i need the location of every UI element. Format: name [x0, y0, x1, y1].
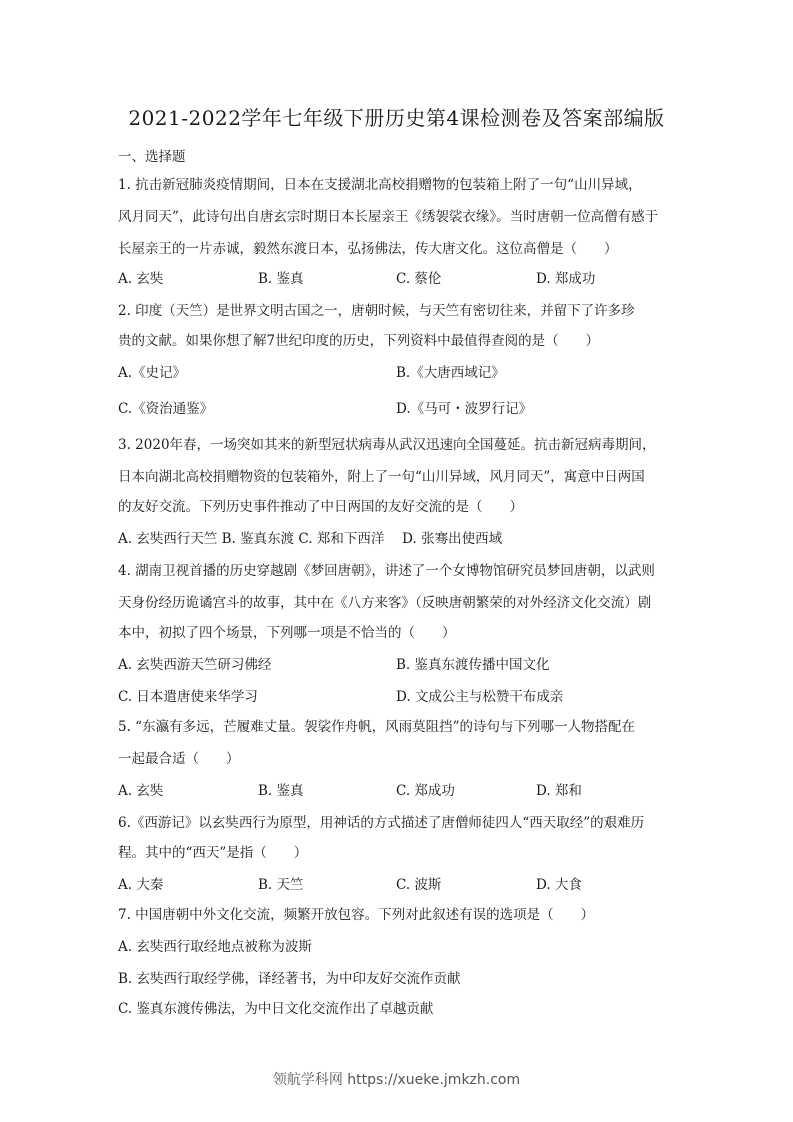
question-1-option-b: B. 鉴真 [258, 271, 304, 287]
question-5-option-a: A. 玄奘 [118, 783, 164, 799]
question-5-option-c: C. 郑成功 [396, 783, 455, 799]
question-6-option-c: C. 波斯 [396, 877, 442, 893]
question-6-line-2: 程。其中的“西天”是指（ ） [118, 845, 308, 861]
question-6-option-d: D. 大食 [536, 877, 582, 893]
question-5-option-b: B. 鉴真 [258, 783, 304, 799]
question-4-line-1: 4. 湖南卫视首播的历史穿越剧《梦回唐朝》，讲述了一个女博物馆研究员梦回唐朝，以武则 [118, 563, 655, 579]
question-5-line-2: 一起最合适（ ） [118, 751, 240, 767]
question-6-option-b: B. 天竺 [258, 877, 304, 893]
question-3-options: A. 玄奘西行天竺 B. 鉴真东渡 C. 郑和下西洋 D. 张骞出使西域 [118, 531, 503, 547]
question-5-line-1: 5. “东瀛有多远，芒履难丈量。袈裟作舟帆，风雨莫阻挡”的诗句与下列哪一人物搭配在 [118, 719, 635, 735]
question-4-option-c: C. 日本遣唐使来华学习 [118, 689, 258, 705]
question-7-line-1: 7. 中国唐朝中外文化交流，频繁开放包容。下列对此叙述有误的选项是（ ） [118, 907, 595, 923]
question-2-option-c: C.《资治通鉴》 [118, 401, 214, 417]
question-4-option-d: D. 文成公主与松赞干布成亲 [396, 689, 564, 705]
question-7-option-b: B. 玄奘西行取经学佛，译经著书，为中印友好交流作贡献 [118, 971, 461, 987]
question-7-option-c: C. 鉴真东渡传佛法，为中日文化交流作出了卓越贡献 [118, 1001, 434, 1017]
question-3-line-3: 的友好交流。下列历史事件推动了中日两国的友好交流的是（ ） [118, 499, 523, 515]
question-2-option-b: B.《大唐西域记》 [396, 365, 505, 381]
question-6-option-a: A. 大秦 [118, 877, 164, 893]
question-1-line-1: 1. 抗击新冠肺炎疫情期间，日本在支援湖北高校捐赠物的包装箱上附了一句“山川异域， [118, 177, 642, 193]
question-1-line-2: 风月同天”，此诗句出自唐玄宗时期日本长屋亲王《绣袈裟衣缘》。当时唐朝一位高僧有感于 [118, 209, 659, 225]
question-1-option-a: A. 玄奘 [118, 271, 164, 287]
question-1-option-d: D. 郑成功 [536, 271, 596, 287]
question-2-line-2: 贵的文献。如果你想了解7世纪印度的历史，下列资料中最值得查阅的是（ ） [118, 333, 600, 349]
question-5-option-d: D. 郑和 [536, 783, 582, 799]
section-heading: 一、选择题 [118, 149, 186, 165]
question-1-option-c: C. 蔡伦 [396, 271, 442, 287]
question-2-line-1: 2. 印度（天竺）是世界文明古国之一，唐朝时候，与天竺有密切往来，并留下了许多珍 [118, 303, 635, 319]
question-1-line-3: 长屋亲王的一片赤诚，毅然东渡日本，弘扬佛法，传大唐文化。这位高僧是（ ） [118, 241, 618, 257]
question-7-option-a: A. 玄奘西行取经地点被称为波斯 [118, 939, 312, 955]
question-4-line-3: 本中，初拟了四个场景，下列哪一项是不恰当的（ ） [118, 625, 456, 641]
document-title: 2021-2022学年七年级下册历史第4课检测卷及答案部编版 [128, 106, 665, 130]
question-4-option-b: B. 鉴真东渡传播中国文化 [396, 657, 550, 673]
question-3-line-2: 日本向湖北高校捐赠物资的包装箱外，附上了一句“山川异域，风月同天”，寓意中日两国 [118, 469, 645, 485]
question-3-line-1: 3. 2020年春，一场突如其来的新型冠状病毒从武汉迅速向全国蔓延。抗击新冠病毒期间， [118, 437, 656, 453]
footer-watermark: 领航学科网 https://xueke.jmkzh.com [272, 1072, 521, 1088]
question-2-option-a: A.《史记》 [118, 365, 187, 381]
question-2-option-d: D.《马可・波罗行记》 [396, 401, 533, 417]
question-4-line-2: 天身份经历诡谲宫斗的故事，其中在《八方来客》（反映唐朝繁荣的对外经济文化交流）剧 [118, 595, 652, 611]
question-6-line-1: 6.《西游记》以玄奘西行为原型，用神话的方式描述了唐僧师徒四人“西天取经”的艰难历 [118, 815, 645, 831]
question-4-option-a: A. 玄奘西游天竺研习佛经 [118, 657, 272, 673]
